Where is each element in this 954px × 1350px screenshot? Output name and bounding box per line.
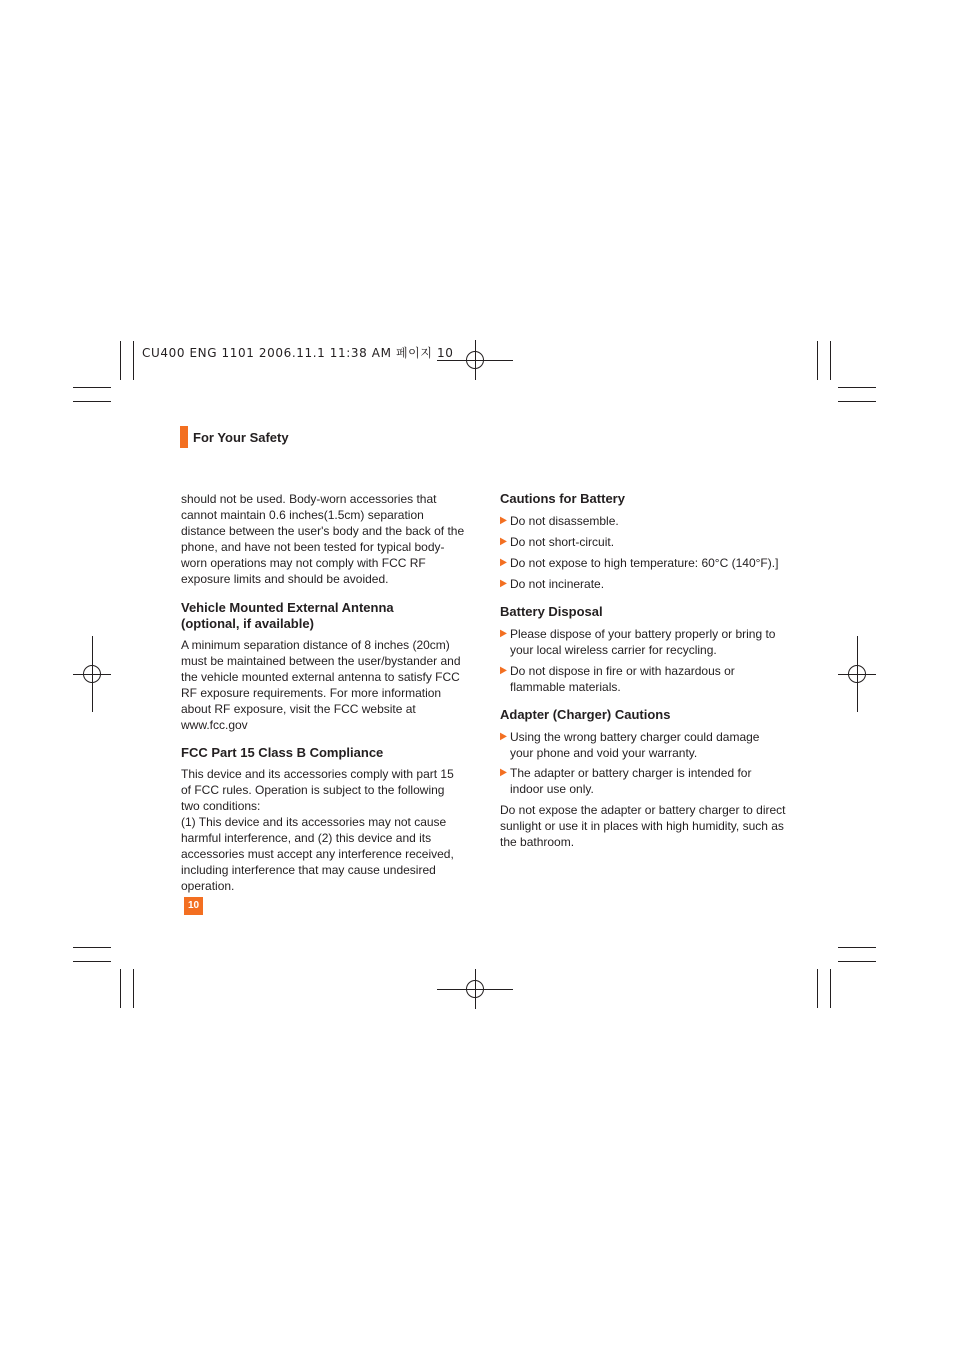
triangle-bullet-icon: ▶ <box>500 767 507 778</box>
crop-mark <box>830 341 831 380</box>
list-item <box>500 513 786 529</box>
right-column <box>500 491 786 850</box>
adapter-cautions-heading: Adapter (Charger) Cautions <box>500 707 671 722</box>
list-item-text: Do not dispose in fire or with hazardous or flammable materials. <box>510 664 735 694</box>
fcc-conditions-paragraph: (1) This device and its accessories may not cause harmful interference, and (2) this device and its accessories must accept any interference received, including interference that may cause undesired operation. <box>181 815 454 893</box>
triangle-bullet-icon: ▶ <box>500 731 507 742</box>
list-item <box>500 555 786 571</box>
intro-paragraph: should not be used. Body-worn accessories that cannot maintain 0.6 inches(1.5cm) separation distance between the user's body and the back of the phone, and have not been tested for typical body-worn operations may not comply with FCC RF exposure limits and should be avoided. <box>181 492 465 586</box>
triangle-bullet-icon: ▶ <box>500 665 507 676</box>
crop-mark <box>830 969 831 1008</box>
crop-mark <box>133 969 134 1008</box>
list-item-text: Do not incinerate. <box>510 577 605 591</box>
list-item-text: Please dispose of your battery properly or bring to your local wireless carrier for recycling. <box>510 627 776 657</box>
crop-mark <box>73 947 111 948</box>
list-item-text: Do not expose to high temperature: 60°C (140°F).] <box>510 556 779 570</box>
crop-mark <box>73 387 111 388</box>
triangle-bullet-icon: ▶ <box>500 557 507 568</box>
crop-mark <box>73 401 111 402</box>
crop-mark <box>817 969 818 1008</box>
battery-disposal-heading: Battery Disposal <box>500 604 603 619</box>
list-item-text: The adapter or battery charger is intended for indoor use only. <box>510 766 752 796</box>
list-item <box>500 765 786 797</box>
list-item <box>500 663 786 695</box>
crop-mark <box>838 401 876 402</box>
list-item <box>500 534 786 550</box>
list-item-text: Do not disassemble. <box>510 514 619 528</box>
fcc-heading: FCC Part 15 Class B Compliance <box>181 745 384 760</box>
crop-mark <box>120 341 121 380</box>
registration-circle-icon <box>848 665 866 683</box>
battery-cautions-heading: Cautions for Battery <box>500 491 625 506</box>
vehicle-antenna-paragraph: A minimum separation distance of 8 inches (20cm) must be maintained between the user/bystander and the vehicle mounted external antenna to satisfy FCC RF exposure requirements. For more information about RF exposure, visit the FCC website at www.fcc.gov <box>181 638 461 732</box>
adapter-cautions-list <box>500 729 786 797</box>
triangle-bullet-icon: ▶ <box>500 628 507 639</box>
crop-mark <box>120 969 121 1008</box>
page-number: 10 <box>184 897 203 915</box>
crop-mark <box>838 387 876 388</box>
registration-circle-icon <box>466 351 484 369</box>
crop-mark <box>133 341 134 380</box>
list-item <box>500 576 786 592</box>
print-slug: CU400 ENG 1101 2006.11.1 11:38 AM 페이지 10 <box>142 346 454 360</box>
triangle-bullet-icon: ▶ <box>500 578 507 589</box>
crop-mark <box>838 947 876 948</box>
vehicle-antenna-heading: Vehicle Mounted External Antenna (optional, if available) <box>181 600 394 631</box>
section-title: For Your Safety <box>193 430 289 445</box>
adapter-note-paragraph: Do not expose the adapter or battery charger to direct sunlight or use it in places with high humidity, such as the bathroom. <box>500 803 786 849</box>
triangle-bullet-icon: ▶ <box>500 515 507 526</box>
crop-mark <box>73 961 111 962</box>
crop-mark <box>817 341 818 380</box>
left-column <box>181 491 465 894</box>
list-item-text: Using the wrong battery charger could damage your phone and void your warranty. <box>510 730 760 760</box>
triangle-bullet-icon: ▶ <box>500 536 507 547</box>
battery-cautions-list <box>500 513 786 592</box>
list-item-text: Do not short-circuit. <box>510 535 615 549</box>
section-marker <box>180 426 188 448</box>
registration-circle-icon <box>466 980 484 998</box>
crop-mark <box>838 961 876 962</box>
fcc-paragraph: This device and its accessories comply with part 15 of FCC rules. Operation is subject to the following two conditions: <box>181 767 454 813</box>
list-item <box>500 626 786 658</box>
list-item <box>500 729 786 761</box>
battery-disposal-list <box>500 626 786 695</box>
registration-circle-icon <box>83 665 101 683</box>
